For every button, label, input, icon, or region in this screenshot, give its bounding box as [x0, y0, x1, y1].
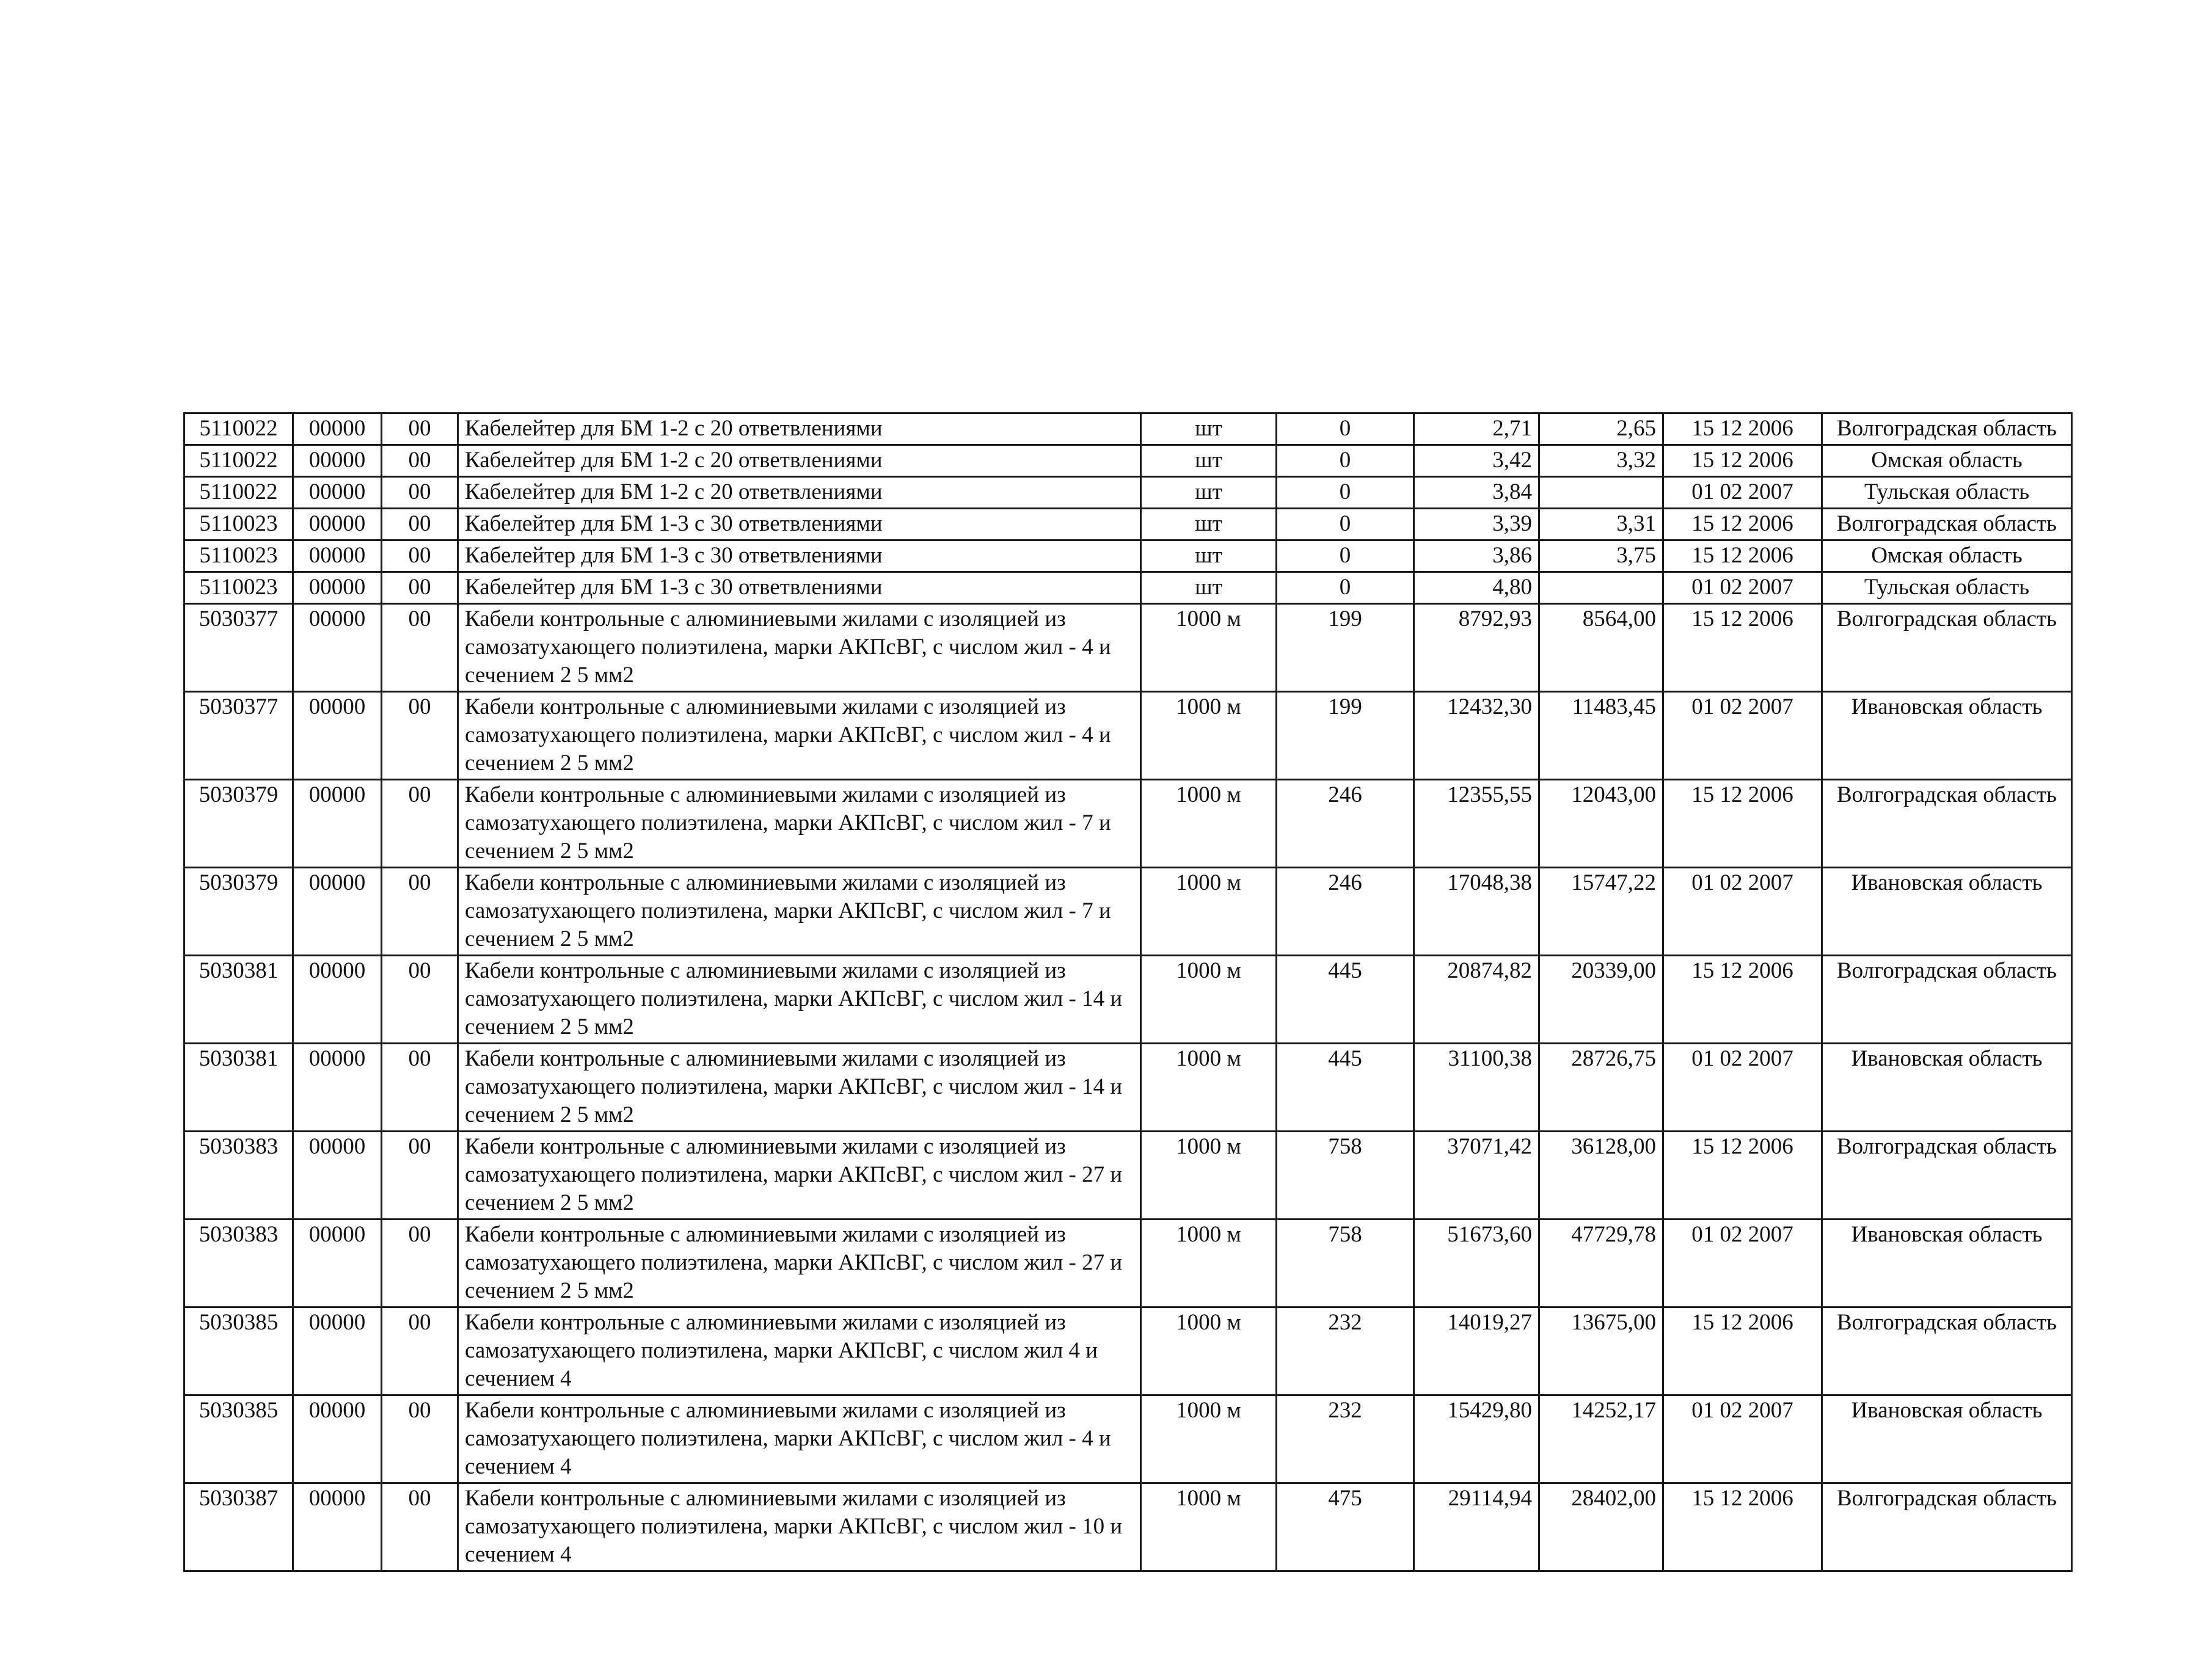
sub-code-cell: 00000 — [293, 1220, 382, 1307]
region-cell: Омская область — [1822, 540, 2072, 572]
material-code-cell: 5110023 — [184, 540, 293, 572]
price-cell: 2,71 — [1414, 413, 1539, 445]
material-code-cell: 5030379 — [184, 868, 293, 956]
material-code-cell: 5030381 — [184, 956, 293, 1044]
price-cell: 15429,80 — [1414, 1395, 1539, 1483]
table-row — [184, 1220, 2072, 1307]
document-page — [183, 412, 2071, 1572]
price-cell: 8792,93 — [1414, 604, 1539, 692]
price-alt-cell: 13675,00 — [1539, 1307, 1663, 1395]
variant-code-cell: 00 — [382, 477, 458, 509]
price-cell: 29114,94 — [1414, 1483, 1539, 1571]
price-table — [183, 412, 2073, 1572]
sub-code-cell: 00000 — [293, 445, 382, 477]
table-row — [184, 1132, 2072, 1220]
quantity-cell: 246 — [1277, 780, 1414, 868]
date-cell: 01 02 2007 — [1663, 868, 1822, 956]
sub-code-cell: 00000 — [293, 1044, 382, 1132]
region-cell: Ивановская область — [1822, 868, 2072, 956]
quantity-cell: 0 — [1277, 445, 1414, 477]
price-alt-cell: 2,65 — [1539, 413, 1663, 445]
table-row — [184, 1044, 2072, 1132]
material-code-cell: 5030387 — [184, 1483, 293, 1571]
date-cell: 15 12 2006 — [1663, 604, 1822, 692]
price-cell: 51673,60 — [1414, 1220, 1539, 1307]
date-cell: 15 12 2006 — [1663, 413, 1822, 445]
item-name-cell: Кабели контрольные с алюминиевыми жилами с изоляцией из самозатухающего полиэтилена, марки АКПсВГ, с числом жил - 4 и сечением 2 5 мм2 — [458, 604, 1141, 692]
region-cell: Ивановская область — [1822, 1044, 2072, 1132]
price-alt-cell: 36128,00 — [1539, 1132, 1663, 1220]
table-row — [184, 1307, 2072, 1395]
sub-code-cell: 00000 — [293, 509, 382, 540]
item-name-cell: Кабелейтер для БМ 1-2 с 20 ответвлениями — [458, 445, 1141, 477]
quantity-cell: 199 — [1277, 692, 1414, 780]
price-cell: 37071,42 — [1414, 1132, 1539, 1220]
table-row — [184, 604, 2072, 692]
unit-cell: 1000 м — [1141, 604, 1277, 692]
region-cell: Ивановская область — [1822, 1220, 2072, 1307]
price-cell: 12355,55 — [1414, 780, 1539, 868]
item-name-cell: Кабели контрольные с алюминиевыми жилами с изоляцией из самозатухающего полиэтилена, марки АКПсВГ, с числом жил - 7 и сечением 2 5 мм2 — [458, 868, 1141, 956]
quantity-cell: 758 — [1277, 1220, 1414, 1307]
variant-code-cell: 00 — [382, 692, 458, 780]
region-cell: Волгоградская область — [1822, 1307, 2072, 1395]
sub-code-cell: 00000 — [293, 780, 382, 868]
date-cell: 15 12 2006 — [1663, 509, 1822, 540]
region-cell: Волгоградская область — [1822, 509, 2072, 540]
date-cell: 01 02 2007 — [1663, 1044, 1822, 1132]
date-cell: 01 02 2007 — [1663, 692, 1822, 780]
quantity-cell: 199 — [1277, 604, 1414, 692]
price-cell: 14019,27 — [1414, 1307, 1539, 1395]
material-code-cell: 5110022 — [184, 477, 293, 509]
unit-cell: 1000 м — [1141, 692, 1277, 780]
region-cell: Волгоградская область — [1822, 413, 2072, 445]
material-code-cell: 5110022 — [184, 413, 293, 445]
price-alt-cell: 3,75 — [1539, 540, 1663, 572]
table-row — [184, 1483, 2072, 1571]
sub-code-cell: 00000 — [293, 692, 382, 780]
table-row — [184, 477, 2072, 509]
unit-cell: 1000 м — [1141, 780, 1277, 868]
price-cell: 3,86 — [1414, 540, 1539, 572]
price-alt-cell: 8564,00 — [1539, 604, 1663, 692]
table-row — [184, 956, 2072, 1044]
unit-cell: 1000 м — [1141, 1307, 1277, 1395]
table-row — [184, 868, 2072, 956]
price-cell: 3,42 — [1414, 445, 1539, 477]
region-cell: Тульская область — [1822, 477, 2072, 509]
price-alt-cell: 28402,00 — [1539, 1483, 1663, 1571]
region-cell: Омская область — [1822, 445, 2072, 477]
table-row — [184, 780, 2072, 868]
region-cell: Волгоградская область — [1822, 1483, 2072, 1571]
date-cell: 15 12 2006 — [1663, 540, 1822, 572]
date-cell: 15 12 2006 — [1663, 1132, 1822, 1220]
variant-code-cell: 00 — [382, 509, 458, 540]
sub-code-cell: 00000 — [293, 956, 382, 1044]
unit-cell: 1000 м — [1141, 956, 1277, 1044]
price-cell: 20874,82 — [1414, 956, 1539, 1044]
variant-code-cell: 00 — [382, 445, 458, 477]
sub-code-cell: 00000 — [293, 868, 382, 956]
variant-code-cell: 00 — [382, 1307, 458, 1395]
price-alt-cell: 20339,00 — [1539, 956, 1663, 1044]
date-cell: 15 12 2006 — [1663, 956, 1822, 1044]
sub-code-cell: 00000 — [293, 413, 382, 445]
date-cell: 15 12 2006 — [1663, 445, 1822, 477]
price-cell: 4,80 — [1414, 572, 1539, 604]
quantity-cell: 0 — [1277, 477, 1414, 509]
variant-code-cell: 00 — [382, 1132, 458, 1220]
price-cell: 17048,38 — [1414, 868, 1539, 956]
table-row — [184, 509, 2072, 540]
sub-code-cell: 00000 — [293, 1483, 382, 1571]
item-name-cell: Кабелейтер для БМ 1-3 с 30 ответвлениями — [458, 572, 1141, 604]
price-alt-cell — [1539, 477, 1663, 509]
region-cell: Ивановская область — [1822, 1395, 2072, 1483]
variant-code-cell: 00 — [382, 780, 458, 868]
price-alt-cell: 47729,78 — [1539, 1220, 1663, 1307]
variant-code-cell: 00 — [382, 572, 458, 604]
item-name-cell: Кабели контрольные с алюминиевыми жилами с изоляцией из самозатухающего полиэтилена, марки АКПсВГ, с числом жил - 7 и сечением 2 5 мм2 — [458, 780, 1141, 868]
variant-code-cell: 00 — [382, 413, 458, 445]
quantity-cell: 232 — [1277, 1395, 1414, 1483]
item-name-cell: Кабелейтер для БМ 1-3 с 30 ответвлениями — [458, 540, 1141, 572]
material-code-cell: 5030377 — [184, 692, 293, 780]
price-alt-cell: 3,32 — [1539, 445, 1663, 477]
material-code-cell: 5030383 — [184, 1220, 293, 1307]
unit-cell: шт — [1141, 540, 1277, 572]
material-code-cell: 5110022 — [184, 445, 293, 477]
region-cell: Тульская область — [1822, 572, 2072, 604]
material-code-cell: 5030379 — [184, 780, 293, 868]
variant-code-cell: 00 — [382, 1220, 458, 1307]
material-code-cell: 5030383 — [184, 1132, 293, 1220]
date-cell: 15 12 2006 — [1663, 780, 1822, 868]
region-cell: Ивановская область — [1822, 692, 2072, 780]
item-name-cell: Кабелейтер для БМ 1-2 с 20 ответвлениями — [458, 413, 1141, 445]
quantity-cell: 232 — [1277, 1307, 1414, 1395]
item-name-cell: Кабели контрольные с алюминиевыми жилами с изоляцией из самозатухающего полиэтилена, марки АКПсВГ, с числом жил 4 и сечением 4 — [458, 1307, 1141, 1395]
unit-cell: шт — [1141, 572, 1277, 604]
item-name-cell: Кабели контрольные с алюминиевыми жилами с изоляцией из самозатухающего полиэтилена, марки АКПсВГ, с числом жил - 10 и сечением 4 — [458, 1483, 1141, 1571]
item-name-cell: Кабели контрольные с алюминиевыми жилами с изоляцией из самозатухающего полиэтилена, марки АКПсВГ, с числом жил - 14 и сечением 2 5 мм2 — [458, 956, 1141, 1044]
item-name-cell: Кабели контрольные с алюминиевыми жилами с изоляцией из самозатухающего полиэтилена, марки АКПсВГ, с числом жил - 27 и сечением 2 5 мм2 — [458, 1132, 1141, 1220]
price-alt-cell: 14252,17 — [1539, 1395, 1663, 1483]
sub-code-cell: 00000 — [293, 1132, 382, 1220]
variant-code-cell: 00 — [382, 1483, 458, 1571]
variant-code-cell: 00 — [382, 1044, 458, 1132]
date-cell: 15 12 2006 — [1663, 1483, 1822, 1571]
price-alt-cell: 15747,22 — [1539, 868, 1663, 956]
item-name-cell: Кабели контрольные с алюминиевыми жилами с изоляцией из самозатухающего полиэтилена, марки АКПсВГ, с числом жил - 27 и сечением 2 5 мм2 — [458, 1220, 1141, 1307]
unit-cell: шт — [1141, 477, 1277, 509]
variant-code-cell: 00 — [382, 540, 458, 572]
table-row — [184, 572, 2072, 604]
unit-cell: шт — [1141, 509, 1277, 540]
table-row — [184, 692, 2072, 780]
material-code-cell: 5030385 — [184, 1307, 293, 1395]
price-alt-cell: 11483,45 — [1539, 692, 1663, 780]
unit-cell: шт — [1141, 445, 1277, 477]
region-cell: Волгоградская область — [1822, 1132, 2072, 1220]
table-row — [184, 1395, 2072, 1483]
price-alt-cell: 28726,75 — [1539, 1044, 1663, 1132]
quantity-cell: 0 — [1277, 413, 1414, 445]
price-cell: 31100,38 — [1414, 1044, 1539, 1132]
material-code-cell: 5030381 — [184, 1044, 293, 1132]
unit-cell: шт — [1141, 413, 1277, 445]
region-cell: Волгоградская область — [1822, 780, 2072, 868]
sub-code-cell: 00000 — [293, 540, 382, 572]
price-alt-cell: 12043,00 — [1539, 780, 1663, 868]
region-cell: Волгоградская область — [1822, 956, 2072, 1044]
variant-code-cell: 00 — [382, 604, 458, 692]
material-code-cell: 5110023 — [184, 509, 293, 540]
table-row — [184, 540, 2072, 572]
table-row — [184, 413, 2072, 445]
item-name-cell: Кабелейтер для БМ 1-2 с 20 ответвлениями — [458, 477, 1141, 509]
price-cell: 12432,30 — [1414, 692, 1539, 780]
sub-code-cell: 00000 — [293, 572, 382, 604]
sub-code-cell: 00000 — [293, 1395, 382, 1483]
unit-cell: 1000 м — [1141, 1483, 1277, 1571]
variant-code-cell: 00 — [382, 868, 458, 956]
sub-code-cell: 00000 — [293, 604, 382, 692]
quantity-cell: 246 — [1277, 868, 1414, 956]
quantity-cell: 475 — [1277, 1483, 1414, 1571]
item-name-cell: Кабелейтер для БМ 1-3 с 30 ответвлениями — [458, 509, 1141, 540]
region-cell: Волгоградская область — [1822, 604, 2072, 692]
unit-cell: 1000 м — [1141, 1220, 1277, 1307]
date-cell: 15 12 2006 — [1663, 1307, 1822, 1395]
date-cell: 01 02 2007 — [1663, 1395, 1822, 1483]
table-body — [184, 413, 2072, 1571]
unit-cell: 1000 м — [1141, 868, 1277, 956]
date-cell: 01 02 2007 — [1663, 1220, 1822, 1307]
unit-cell: 1000 м — [1141, 1132, 1277, 1220]
price-alt-cell: 3,31 — [1539, 509, 1663, 540]
quantity-cell: 0 — [1277, 540, 1414, 572]
material-code-cell: 5030385 — [184, 1395, 293, 1483]
quantity-cell: 758 — [1277, 1132, 1414, 1220]
date-cell: 01 02 2007 — [1663, 477, 1822, 509]
table-row — [184, 445, 2072, 477]
item-name-cell: Кабели контрольные с алюминиевыми жилами с изоляцией из самозатухающего полиэтилена, марки АКПсВГ, с числом жил - 4 и сечением 4 — [458, 1395, 1141, 1483]
sub-code-cell: 00000 — [293, 477, 382, 509]
price-cell: 3,39 — [1414, 509, 1539, 540]
price-cell: 3,84 — [1414, 477, 1539, 509]
unit-cell: 1000 м — [1141, 1395, 1277, 1483]
material-code-cell: 5110023 — [184, 572, 293, 604]
sub-code-cell: 00000 — [293, 1307, 382, 1395]
item-name-cell: Кабели контрольные с алюминиевыми жилами с изоляцией из самозатухающего полиэтилена, марки АКПсВГ, с числом жил - 14 и сечением 2 5 мм2 — [458, 1044, 1141, 1132]
quantity-cell: 0 — [1277, 509, 1414, 540]
date-cell: 01 02 2007 — [1663, 572, 1822, 604]
material-code-cell: 5030377 — [184, 604, 293, 692]
price-alt-cell — [1539, 572, 1663, 604]
item-name-cell: Кабели контрольные с алюминиевыми жилами с изоляцией из самозатухающего полиэтилена, марки АКПсВГ, с числом жил - 4 и сечением 2 5 мм2 — [458, 692, 1141, 780]
variant-code-cell: 00 — [382, 956, 458, 1044]
unit-cell: 1000 м — [1141, 1044, 1277, 1132]
quantity-cell: 0 — [1277, 572, 1414, 604]
quantity-cell: 445 — [1277, 956, 1414, 1044]
variant-code-cell: 00 — [382, 1395, 458, 1483]
quantity-cell: 445 — [1277, 1044, 1414, 1132]
